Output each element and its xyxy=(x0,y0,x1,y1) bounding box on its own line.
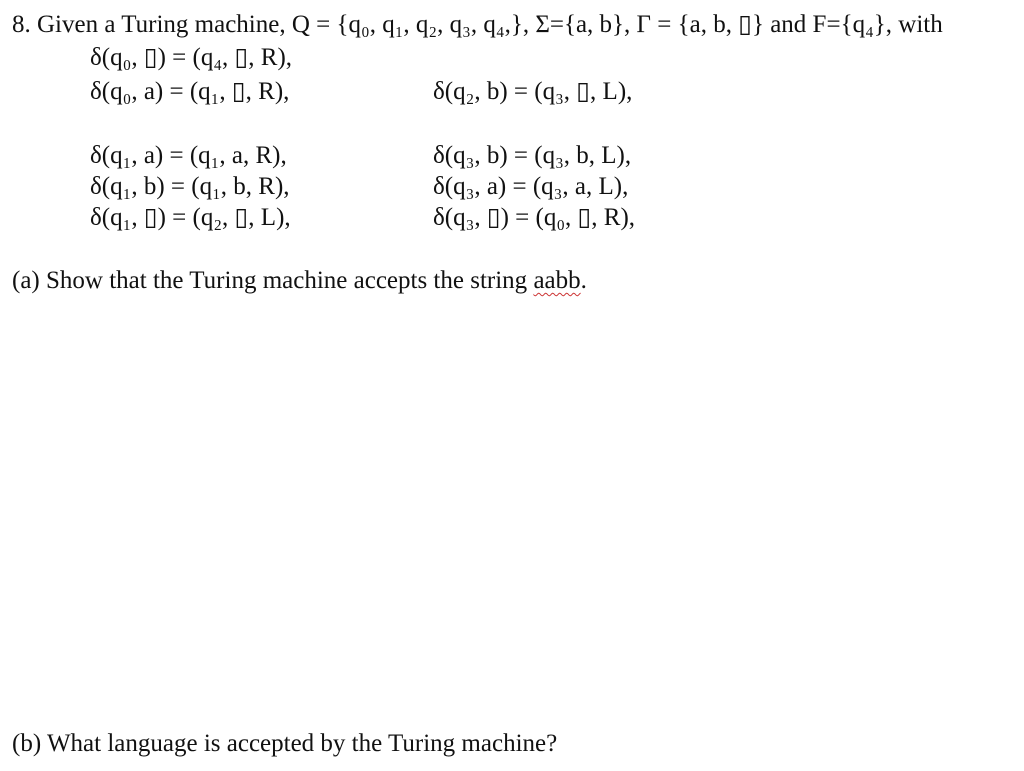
part-a-string: aabb xyxy=(533,267,581,294)
transition-q1-blank: δ(q₁, ▯) = (q₂, ▯, L), xyxy=(90,204,291,231)
question-part-a xyxy=(12,266,587,296)
transition-q0-a: δ(q₀, a) = (q₁, ▯, R), xyxy=(90,78,290,105)
transition-q0-blank: δ(q₀, ▯) = (q₄, ▯, R), xyxy=(90,44,293,71)
transition-q1-a: δ(q₁, a) = (q₁, a, R), xyxy=(90,142,287,169)
part-a-suffix: . xyxy=(580,267,587,294)
transition-q3-blank: δ(q₃, ▯) = (q₀, ▯, R), xyxy=(433,204,636,231)
question-part-b: (b) What language is accepted by the Turing machine? xyxy=(12,730,558,757)
transition-q3-b: δ(q₃, b) = (q₃, b, L), xyxy=(433,142,632,169)
transition-q2-b: δ(q₂, b) = (q₃, ▯, L), xyxy=(433,78,633,105)
transition-q3-a: δ(q₃, a) = (q₃, a, L), xyxy=(433,173,629,200)
part-a-prefix: (a) Show that the Turing machine accepts the string xyxy=(12,267,534,294)
transition-q1-b: δ(q₁, b) = (q₁, b, R), xyxy=(90,173,290,200)
problem-heading: 8. Given a Turing machine, Q = {q₀, q₁, q₂, q₃, q₄,}, Σ={a, b}, Γ = {a, b, ▯} and F={q₄}, with xyxy=(12,11,943,38)
